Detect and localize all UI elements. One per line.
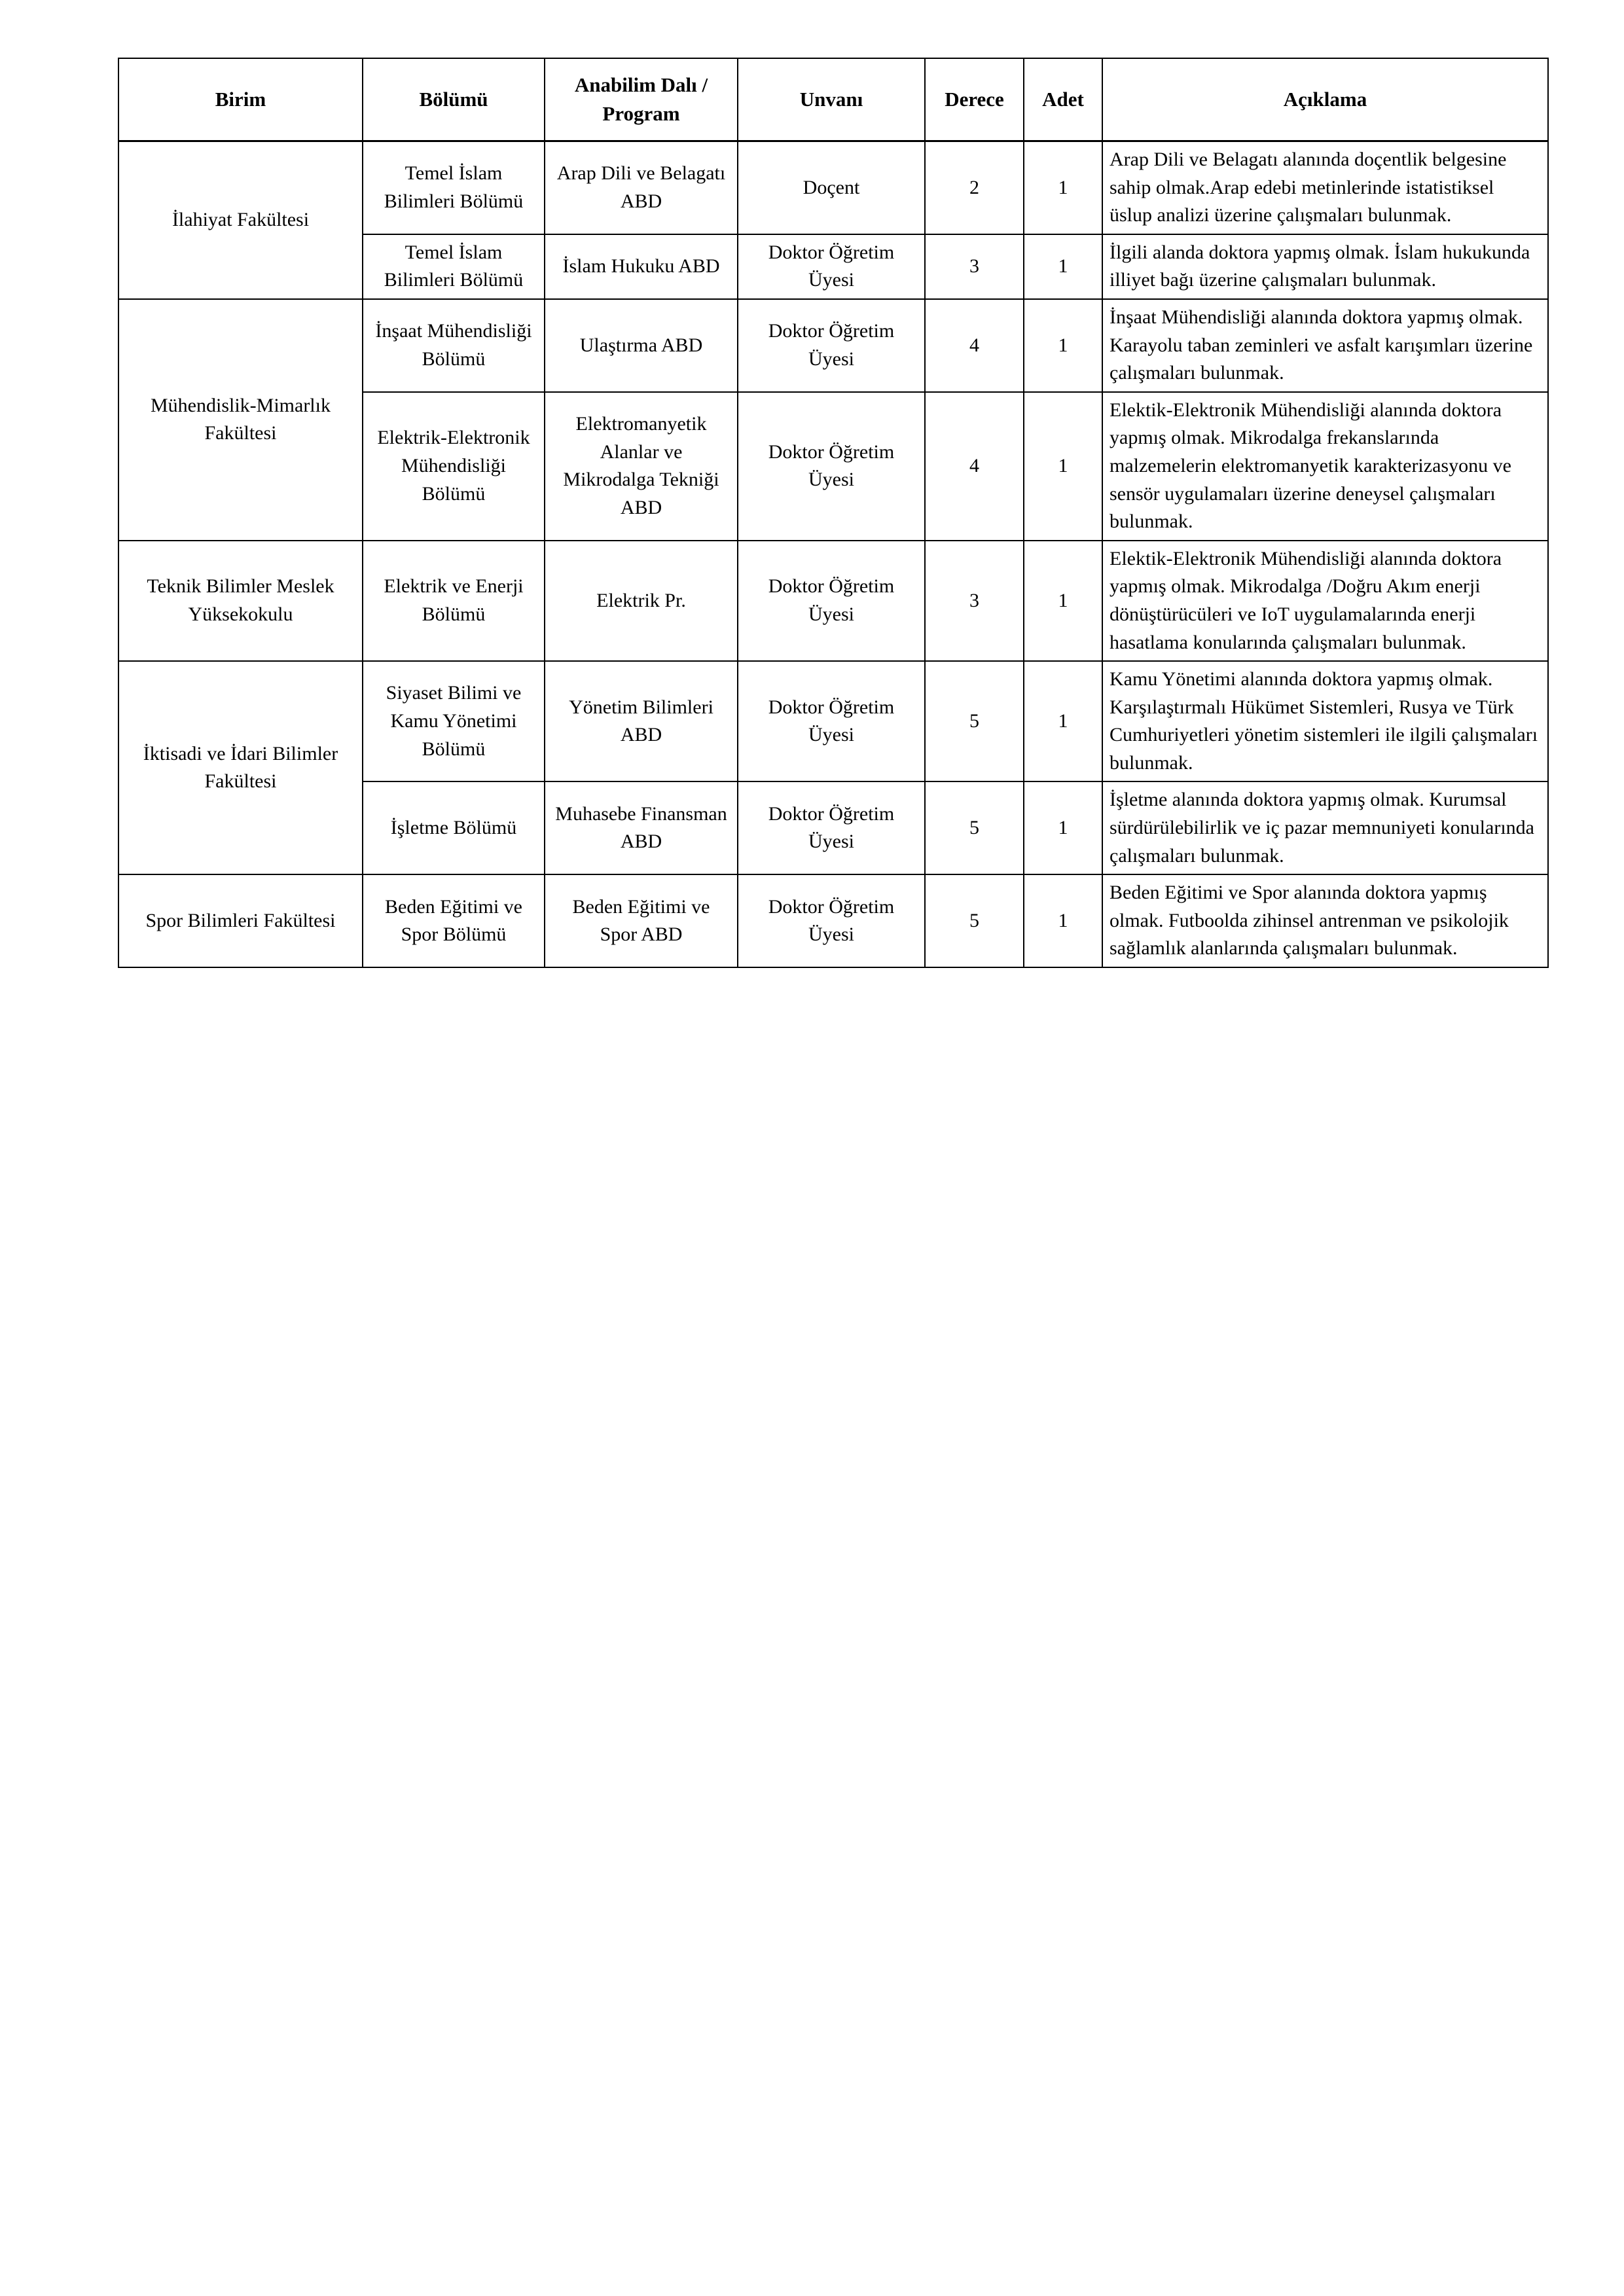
cell-adet: 1 <box>1024 141 1102 234</box>
cell-unvan: Doktor Öğretim Üyesi <box>738 234 925 299</box>
cell-bolum: Beden Eğitimi ve Spor Bölümü <box>363 874 545 967</box>
table-row <box>118 874 1548 967</box>
cell-bolum: Elektrik-Elektronik Mühendisliği Bölümü <box>363 392 545 541</box>
cell-adet: 1 <box>1024 234 1102 299</box>
cell-adet: 1 <box>1024 541 1102 661</box>
cell-derece: 5 <box>925 874 1024 967</box>
cell-derece: 4 <box>925 299 1024 392</box>
table-row <box>118 141 1548 234</box>
table-header <box>118 58 1548 141</box>
cell-unvan: Doktor Öğretim Üyesi <box>738 299 925 392</box>
cell-anabilim: Elektrik Pr. <box>545 541 738 661</box>
akademik-kadro-table <box>118 58 1549 968</box>
cell-bolum: İşletme Bölümü <box>363 781 545 874</box>
column-header-unvan: Unvanı <box>738 58 925 141</box>
cell-anabilim: Elektromanyetik Alanlar ve Mikrodalga Tekniği ABD <box>545 392 738 541</box>
cell-derece: 2 <box>925 141 1024 234</box>
header-row <box>118 58 1548 141</box>
cell-derece: 5 <box>925 781 1024 874</box>
column-header-anabilim-line1: Anabilim Dalı / <box>574 73 708 96</box>
cell-adet: 1 <box>1024 781 1102 874</box>
table-row <box>118 299 1548 392</box>
cell-adet: 1 <box>1024 299 1102 392</box>
column-header-bolum: Bölümü <box>363 58 545 141</box>
cell-derece: 3 <box>925 234 1024 299</box>
column-header-adet: Adet <box>1024 58 1102 141</box>
cell-unvan: Doktor Öğretim Üyesi <box>738 541 925 661</box>
cell-unvan: Doktor Öğretim Üyesi <box>738 781 925 874</box>
cell-aciklama: Elektik-Elektronik Mühendisliği alanında doktora yapmış olmak. Mikrodalga frekanslarında malzemelerin elektromanyetik karakterizasyonu ve sensör uygulamaları üzerine deneysel çalışmaları bulunmak. <box>1102 392 1548 541</box>
column-header-birim: Birim <box>118 58 363 141</box>
cell-unvan: Doktor Öğretim Üyesi <box>738 874 925 967</box>
cell-unvan: Doktor Öğretim Üyesi <box>738 392 925 541</box>
cell-bolum: Temel İslam Bilimleri Bölümü <box>363 141 545 234</box>
cell-aciklama: Kamu Yönetimi alanında doktora yapmış olmak. Karşılaştırmalı Hükümet Sistemleri, Rusya ve Türk Cumhuriyetleri yönetim sistemleri ile ilgili çalışmaları bulunmak. <box>1102 661 1548 781</box>
cell-anabilim: Ulaştırma ABD <box>545 299 738 392</box>
cell-birim: Mühendislik-Mimarlık Fakültesi <box>118 299 363 541</box>
cell-birim: İktisadi ve İdari Bilimler Fakültesi <box>118 661 363 874</box>
column-header-aciklama: Açıklama <box>1102 58 1548 141</box>
cell-bolum: Elektrik ve Enerji Bölümü <box>363 541 545 661</box>
cell-birim: Spor Bilimleri Fakültesi <box>118 874 363 967</box>
cell-aciklama: Beden Eğitimi ve Spor alanında doktora yapmış olmak. Futboolda zihinsel antrenman ve psikolojik sağlamlık alanlarında çalışmaları bulunmak. <box>1102 874 1548 967</box>
cell-adet: 1 <box>1024 874 1102 967</box>
cell-anabilim: Muhasebe Finansman ABD <box>545 781 738 874</box>
cell-anabilim: Yönetim Bilimleri ABD <box>545 661 738 781</box>
cell-adet: 1 <box>1024 661 1102 781</box>
column-header-anabilim-line2: Program <box>602 102 680 125</box>
cell-derece: 4 <box>925 392 1024 541</box>
cell-aciklama: İlgili alanda doktora yapmış olmak. İslam hukukunda illiyet bağı üzerine çalışmaları bulunmak. <box>1102 234 1548 299</box>
cell-birim: Teknik Bilimler Meslek Yüksekokulu <box>118 541 363 661</box>
table-row <box>118 541 1548 661</box>
cell-aciklama: İşletme alanında doktora yapmış olmak. Kurumsal sürdürülebilirlik ve iç pazar memnuniyeti konularında çalışmaları bulunmak. <box>1102 781 1548 874</box>
cell-birim: İlahiyat Fakültesi <box>118 141 363 299</box>
cell-anabilim: İslam Hukuku ABD <box>545 234 738 299</box>
cell-anabilim: Beden Eğitimi ve Spor ABD <box>545 874 738 967</box>
column-header-anabilim-dali <box>545 58 738 141</box>
cell-aciklama: İnşaat Mühendisliği alanında doktora yapmış olmak. Karayolu taban zeminleri ve asfalt karışımları üzerine çalışmaları bulunmak. <box>1102 299 1548 392</box>
cell-unvan: Doktor Öğretim Üyesi <box>738 661 925 781</box>
cell-derece: 3 <box>925 541 1024 661</box>
cell-adet: 1 <box>1024 392 1102 541</box>
kadro-table-container <box>118 58 1547 968</box>
column-header-derece: Derece <box>925 58 1024 141</box>
cell-aciklama: Arap Dili ve Belagatı alanında doçentlik belgesine sahip olmak.Arap edebi metinlerinde istatistiksel üslup analizi üzerine çalışmaları bulunmak. <box>1102 141 1548 234</box>
cell-bolum: Siyaset Bilimi ve Kamu Yönetimi Bölümü <box>363 661 545 781</box>
cell-unvan: Doçent <box>738 141 925 234</box>
cell-aciklama: Elektik-Elektronik Mühendisliği alanında doktora yapmış olmak. Mikrodalga /Doğru Akım enerji dönüştürücüleri ve IoT uygulamalarında enerji hasatlama konularında çalışmaları bulunmak. <box>1102 541 1548 661</box>
cell-anabilim: Arap Dili ve Belagatı ABD <box>545 141 738 234</box>
cell-derece: 5 <box>925 661 1024 781</box>
table-body <box>118 141 1548 968</box>
cell-bolum: Temel İslam Bilimleri Bölümü <box>363 234 545 299</box>
cell-bolum: İnşaat Mühendisliği Bölümü <box>363 299 545 392</box>
table-row <box>118 661 1548 781</box>
